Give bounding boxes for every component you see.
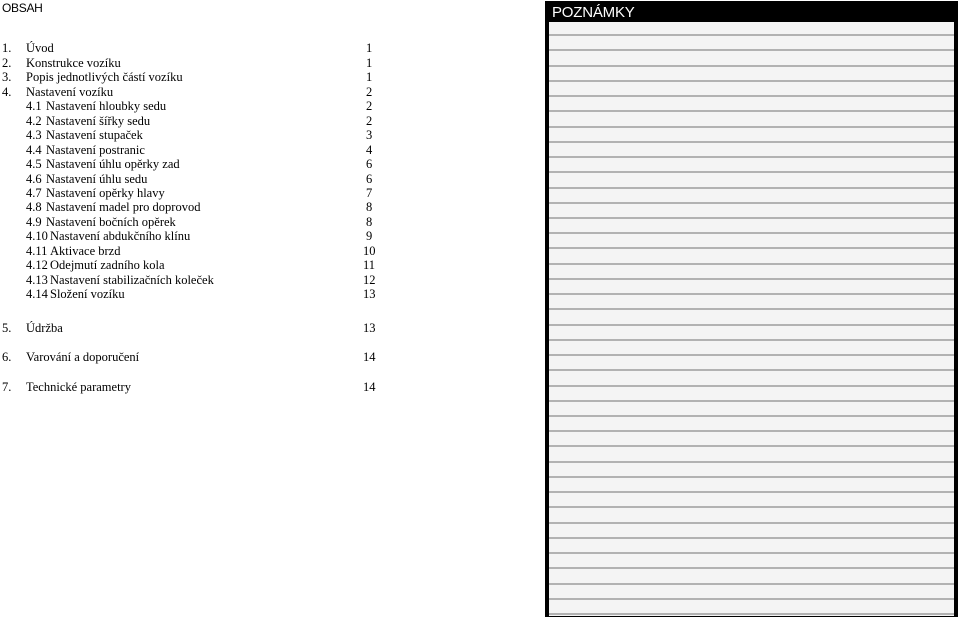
toc-entry-number: 4.6: [26, 172, 42, 186]
notes-lines-area: [549, 22, 954, 616]
toc-entry-page: 3: [366, 128, 373, 142]
toc-entry-page: 4: [366, 143, 373, 157]
toc-entry-page: 6: [366, 157, 373, 171]
toc-entry-page: 13: [363, 287, 376, 301]
note-line: [549, 308, 954, 310]
note-line: [549, 491, 954, 493]
toc-entry-page: 2: [366, 85, 373, 99]
note-line: [549, 552, 954, 554]
toc-entry: [0, 321, 400, 336]
note-line: [549, 400, 954, 402]
toc-entry-title: Nastavení opěrky hlavy: [46, 186, 165, 200]
toc-entry-title: Nastavení madel pro doprovod: [46, 200, 201, 214]
toc-entry-number: 4.12: [26, 258, 48, 272]
note-line: [549, 95, 954, 97]
toc-entry-number: 4.4: [26, 143, 42, 157]
note-line: [549, 247, 954, 249]
toc-entry-title: Nastavení stupaček: [46, 128, 143, 142]
toc-entry: [0, 99, 400, 114]
toc-entry: [0, 273, 400, 288]
toc-entry-number: 3.: [2, 70, 12, 84]
note-line: [549, 263, 954, 265]
toc-entry: [0, 172, 400, 187]
note-line: [549, 187, 954, 189]
toc-entry-number: 4.: [2, 85, 12, 99]
toc-entry-page: 10: [363, 244, 376, 258]
toc-entry-number: 4.14: [26, 287, 48, 301]
note-line: [549, 476, 954, 478]
toc-entry-number: 5.: [2, 321, 12, 335]
toc-entry-title: Odejmutí zadního kola: [50, 258, 165, 272]
toc-entry-page: 8: [366, 200, 373, 214]
toc-entry-title: Varování a doporučení: [26, 350, 140, 364]
toc-entry-title: Nastavení abdukčního klínu: [50, 229, 191, 243]
toc-entry-number: 6.: [2, 350, 12, 364]
toc-entry-number: 1.: [2, 41, 12, 55]
note-line: [549, 461, 954, 463]
note-line: [549, 506, 954, 508]
note-line: [549, 415, 954, 417]
toc-entry-number: 4.2: [26, 114, 42, 128]
toc-entry-number: 4.5: [26, 157, 42, 171]
toc-entry-title: Nastavení úhlu sedu: [46, 172, 148, 186]
note-line: [549, 339, 954, 341]
toc-entry-number: 2.: [2, 56, 12, 70]
toc-entry: [0, 157, 400, 172]
toc-entry: [0, 244, 400, 259]
notes-title: POZNÁMKY: [552, 4, 635, 21]
note-line: [549, 598, 954, 600]
toc-entry-number: 7.: [2, 380, 12, 394]
toc-entry: [0, 258, 400, 273]
toc-entry-page: 8: [366, 215, 373, 229]
note-line: [549, 217, 954, 219]
note-line: [549, 65, 954, 67]
toc-entry-page: 1: [366, 70, 373, 84]
toc-entry-number: 4.11: [26, 244, 48, 258]
toc-entry: [0, 350, 400, 365]
note-line: [549, 126, 954, 128]
note-line: [549, 141, 954, 143]
toc-entry: [0, 56, 400, 71]
note-line: [549, 80, 954, 82]
toc-entry: [0, 215, 400, 230]
toc-entry-page: 1: [366, 56, 373, 70]
toc-entry-title: Technické parametry: [26, 380, 131, 394]
toc-entry: [0, 200, 400, 215]
toc-entry-number: 4.3: [26, 128, 42, 142]
toc-entry-number: 4.13: [26, 273, 48, 287]
toc-entry-number: 4.1: [26, 99, 42, 113]
toc-entry-page: 6: [366, 172, 373, 186]
note-line: [549, 369, 954, 371]
toc-entry-number: 4.7: [26, 186, 42, 200]
toc-entry-page: 14: [363, 350, 376, 364]
toc-entry-page: 12: [363, 273, 376, 287]
toc-entry: [0, 70, 400, 85]
toc-entry-title: Aktivace brzd: [50, 244, 121, 258]
toc-entry-title: Složení vozíku: [50, 287, 125, 301]
note-line: [549, 354, 954, 356]
note-line: [549, 385, 954, 387]
note-line: [549, 324, 954, 326]
note-line: [549, 171, 954, 173]
note-line: [549, 537, 954, 539]
note-line: [549, 156, 954, 158]
note-line: [549, 613, 954, 615]
toc-entry-title: Nastavení vozíku: [26, 85, 114, 99]
toc-entry: [0, 85, 400, 100]
toc-entry-title: Konstrukce vozíku: [26, 56, 121, 70]
toc-entry: [0, 128, 400, 143]
toc-entry-title: Nastavení šířky sedu: [46, 114, 151, 128]
note-line: [549, 430, 954, 432]
toc-entry: [0, 143, 400, 158]
toc-entry-title: Nastavení hloubky sedu: [46, 99, 167, 113]
toc-entry-page: 13: [363, 321, 376, 335]
toc-entry-title: Údržba: [26, 321, 63, 335]
note-line: [549, 522, 954, 524]
toc-entry-title: Nastavení postranic: [46, 143, 145, 157]
note-line: [549, 110, 954, 112]
note-line: [549, 293, 954, 295]
toc-entry-number: 4.8: [26, 200, 42, 214]
toc-entry-title: Nastavení bočních opěrek: [46, 215, 176, 229]
toc-entry: [0, 229, 400, 244]
toc-entry-page: 1: [366, 41, 373, 55]
toc-entry: [0, 287, 400, 302]
toc-entry-page: 7: [366, 186, 373, 200]
note-line: [549, 202, 954, 204]
note-line: [549, 49, 954, 51]
note-line: [549, 583, 954, 585]
note-line: [549, 278, 954, 280]
toc-entry-page: 11: [363, 258, 376, 272]
toc-entry: [0, 380, 400, 395]
note-line: [549, 445, 954, 447]
toc-entry-title: Popis jednotlivých částí vozíku: [26, 70, 183, 84]
toc-entry-title: Nastavení stabilizačních koleček: [50, 273, 214, 287]
notes-panel: [545, 1, 958, 617]
toc-heading: OBSAH: [2, 1, 43, 15]
toc-entry-page: 2: [366, 114, 373, 128]
toc-entry: [0, 186, 400, 201]
toc-entry-page: 9: [366, 229, 373, 243]
toc-entry-title: Nastavení úhlu opěrky zad: [46, 157, 180, 171]
toc-entry-title: Úvod: [26, 41, 54, 55]
toc-entry: [0, 114, 400, 129]
note-line: [549, 232, 954, 234]
toc-entry-page: 2: [366, 99, 373, 113]
table-of-contents: [0, 0, 400, 619]
toc-entry-page: 14: [363, 380, 376, 394]
note-line: [549, 34, 954, 36]
toc-entry: [0, 41, 400, 56]
toc-entry-number: 4.9: [26, 215, 42, 229]
toc-entry-number: 4.10: [26, 229, 48, 243]
note-line: [549, 567, 954, 569]
